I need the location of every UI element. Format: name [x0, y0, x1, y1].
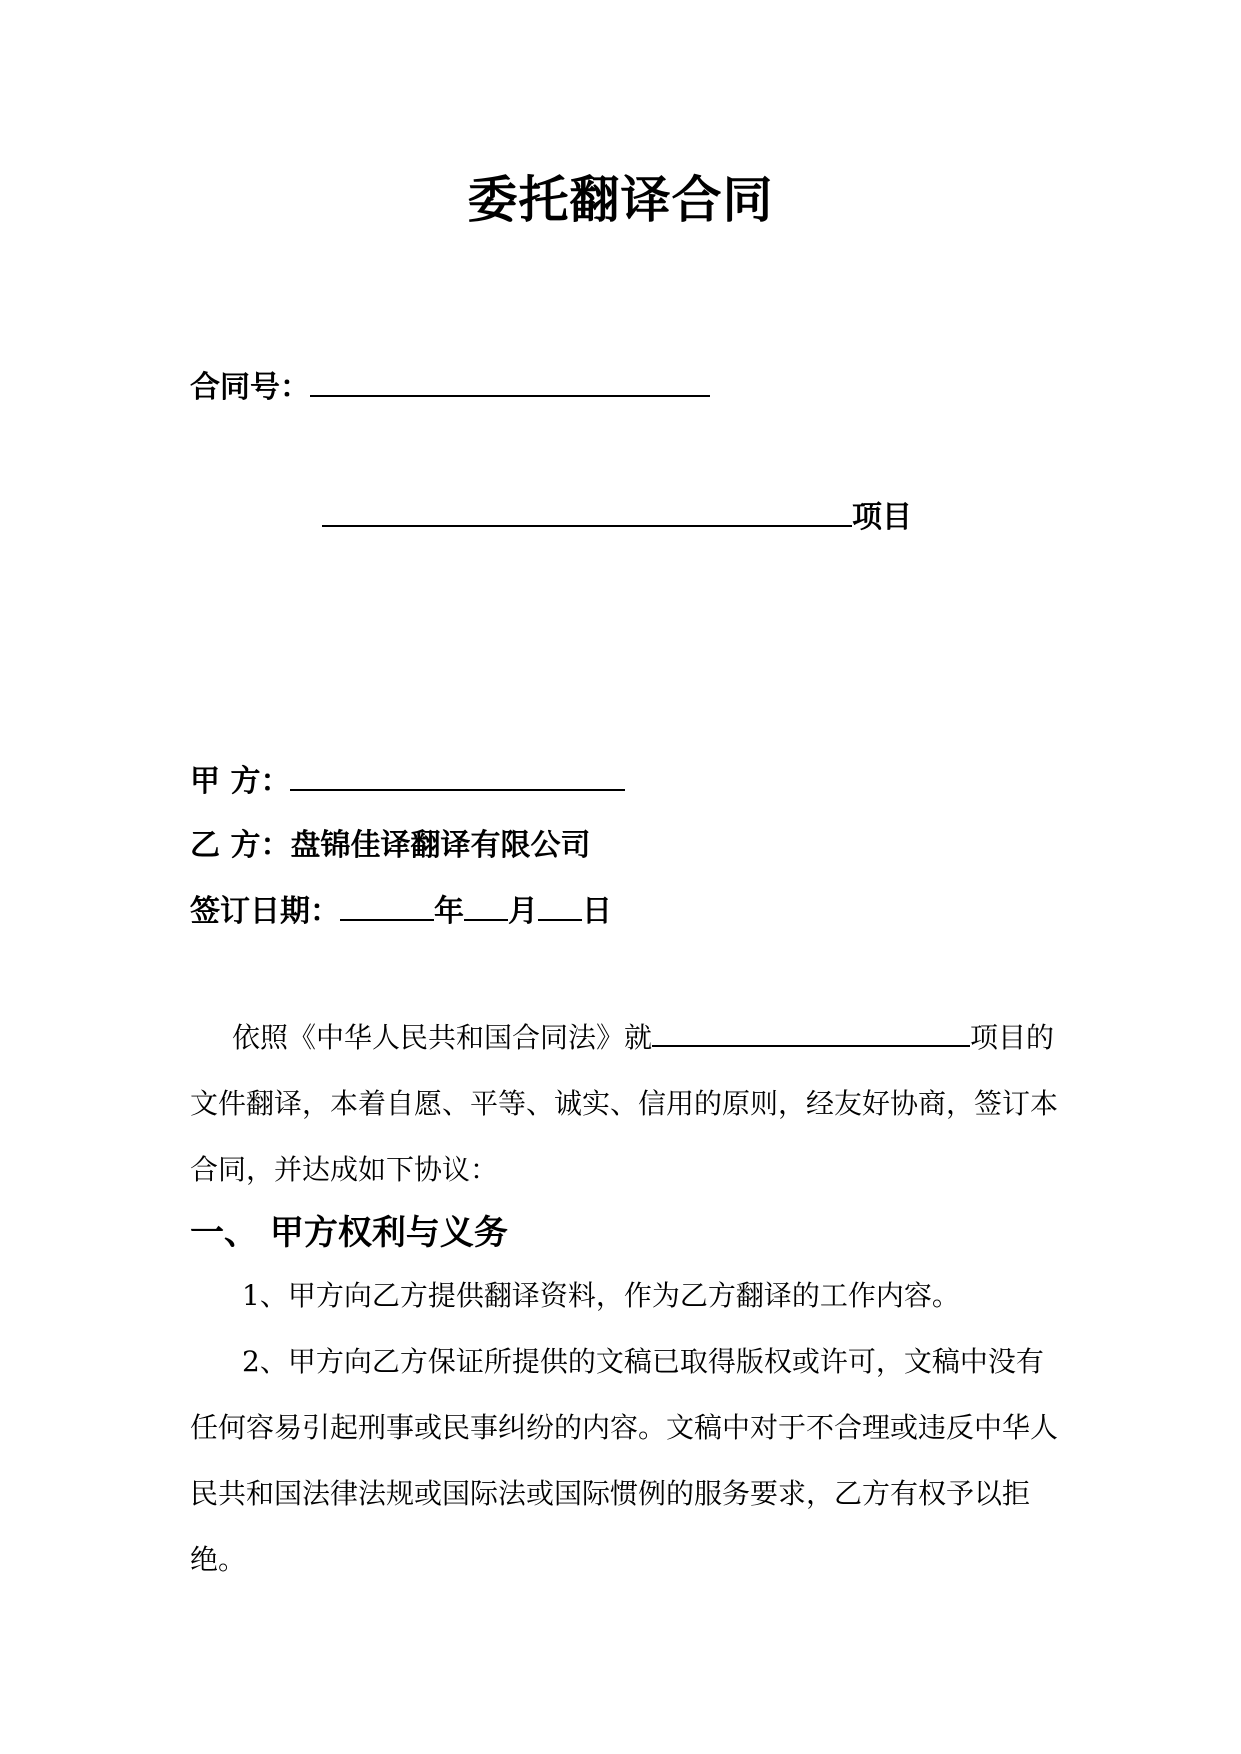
intro-rest: 的文件翻译，本着自愿、平等、诚实、信用的原则，经友好协商，签订本合同，并达成如下协议： — [190, 1021, 1059, 1186]
year-blank[interactable] — [340, 889, 434, 921]
project-suffix: 项目 — [852, 500, 912, 535]
contract-number-label: 合同号： — [190, 370, 310, 405]
document-title: 委托翻译合同 — [467, 171, 774, 229]
sign-date-row — [190, 886, 612, 930]
contract-number-row — [190, 362, 710, 406]
party-b-value: 盘锦佳译翻译有限公司 — [290, 828, 591, 863]
intro-paragraph — [190, 1005, 1060, 1203]
party-a-blank[interactable] — [290, 759, 625, 791]
day-label: 日 — [582, 894, 612, 929]
party-a-row — [190, 756, 625, 800]
day-blank[interactable] — [538, 889, 582, 921]
sign-date-label: 签订日期： — [190, 894, 340, 929]
contract-number-blank[interactable] — [310, 365, 710, 397]
project-row — [322, 492, 912, 536]
section-1-clauses — [190, 1263, 1060, 1593]
year-label: 年 — [434, 894, 464, 929]
party-b-row — [190, 820, 590, 864]
intro-prefix: 依照《中华人民共和国合同法》就 — [232, 1021, 653, 1054]
clause-2: 2、甲方向乙方保证所提供的文稿已取得版权或许可，文稿中没有任何容易引起刑事或民事纠纷的内容。文稿中对于不合理或违反中华人民共和国法律法规或国际法或国际惯例的服务要求，乙方有权予以拒绝。 — [190, 1345, 1059, 1576]
project-name-blank[interactable] — [322, 495, 852, 527]
intro-suffix: 项目 — [970, 1021, 1027, 1054]
month-label: 月 — [508, 894, 538, 929]
party-b-label: 乙 方： — [190, 828, 291, 863]
section-1-heading: 一、 甲方权利与义务 — [190, 1213, 508, 1253]
intro-project-blank[interactable] — [652, 1019, 970, 1047]
month-blank[interactable] — [464, 889, 508, 921]
party-a-label: 甲 方： — [190, 764, 291, 799]
clause-1: 1、甲方向乙方提供翻译资料，作为乙方翻译的工作内容。 — [242, 1279, 960, 1312]
